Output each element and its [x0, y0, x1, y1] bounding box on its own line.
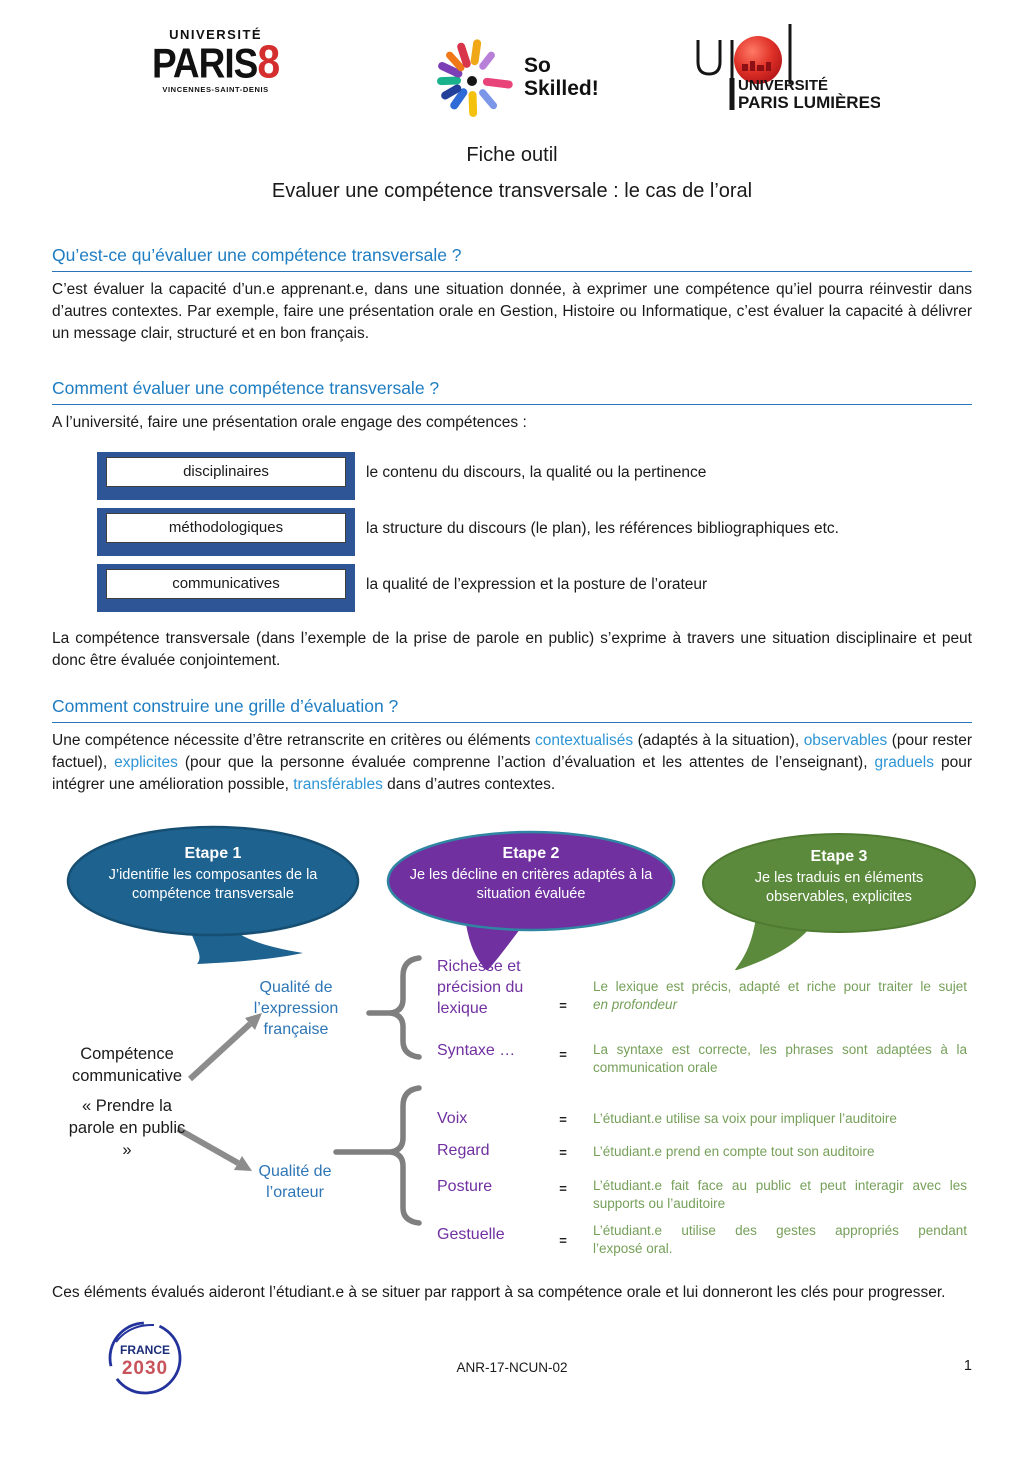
section2-conclusion: La compétence transversale (dans l’exemple de la prise de parole en public) s’exprime à travers une situation disciplinaire et peut donc être évaluée conjointement.: [52, 630, 972, 669]
footer: [0, 1308, 1024, 1416]
svg-text:FRANCE: FRANCE: [120, 1343, 170, 1357]
criterion-gestuelle: Gestuelle: [437, 1226, 505, 1243]
paris8-eight: 8: [257, 36, 280, 88]
equals-sign: =: [559, 1233, 567, 1248]
competence-row-communicatives: [97, 564, 972, 612]
branch-orateur-label: Qualité de l’orateur: [258, 1163, 332, 1201]
equals-sign: =: [559, 998, 567, 1013]
keyword-observables: observables: [803, 732, 888, 749]
equals-sign: =: [559, 1145, 567, 1160]
competence-box: [97, 508, 355, 556]
keyword-graduels: graduels: [874, 754, 934, 771]
equals-sign: =: [559, 1181, 567, 1196]
upl-monogram-icon: [690, 22, 880, 114]
so-skilled-starburst-icon: [428, 34, 520, 122]
evaluation-figure: [0, 822, 1024, 1264]
competence-box-label: disciplinaires: [106, 457, 346, 487]
equals-sign: =: [559, 1047, 567, 1062]
competence-description: le contenu du discours, la qualité ou la pertinence: [366, 464, 707, 481]
section-how-to-evaluate: [52, 378, 972, 672]
criterion-posture: Posture: [437, 1178, 493, 1195]
criterion-regard: Regard: [437, 1142, 490, 1159]
section1-paragraph: C’est évaluer la capacité d’un.e apprenant.e, dans une situation donnée, à exprimer une compétence qu’iel pourra réinvestir dans d’autres contextes. Par exemple, faire une présentation orale en Gestion, Histoire ou Informatique, c’est évaluer la capacité à délivrer un message clair, structuré et en bon français.: [52, 281, 972, 342]
competence-description: la structure du discours (le plan), les références bibliographiques etc.: [366, 520, 839, 537]
descriptor-lexique: Le lexique est précis, adapté et riche pour traiter le sujet en profondeur: [593, 979, 967, 1012]
section2-intro: A l’université, faire une présentation orale engage des compétences :: [52, 414, 527, 431]
competence-row-methodologiques: [97, 508, 972, 556]
etape-2-text: Je les décline en critères adaptés à la situation évaluée: [409, 867, 653, 903]
section3-heading: Comment construire une grille d’évaluation ?: [52, 696, 972, 723]
descriptor-regard: L’étudiant.e prend en compte tout son auditoire: [593, 1144, 875, 1159]
descriptor-syntaxe: La syntaxe est correcte, les phrases sont adaptées à la communication orale: [593, 1042, 967, 1075]
header-logos: [0, 12, 1024, 124]
equals-sign: =: [559, 1112, 567, 1127]
svg-text:2030: 2030: [121, 1358, 169, 1379]
etape-1-title: Etape 1: [184, 845, 242, 862]
universite-paris-lumieres-logo: [690, 22, 880, 119]
svg-text:PARIS LUMIÈRES: PARIS LUMIÈRES: [738, 93, 880, 112]
closing-paragraph: Ces éléments évalués aideront l’étudiant.e à se situer par rapport à sa compétence orale et lui donneront les clés pour progresser.: [52, 1284, 946, 1301]
section2-heading: Comment évaluer une compétence transversale ?: [52, 378, 972, 405]
section-build-grid: [52, 696, 972, 796]
competence-description: la qualité de l’expression et la posture de l’orateur: [366, 576, 708, 593]
competence-boxes: [97, 452, 972, 612]
descriptor-gestuelle: L’étudiant.e utilise des gestes appropriés pendant l’exposé oral.: [593, 1223, 967, 1256]
footer-reference-code: ANR-17-NCUN-02: [456, 1360, 568, 1375]
france-2030-icon: [102, 1312, 188, 1406]
criterion-lexique: Richesse et précision du lexique: [437, 958, 524, 1017]
branch-expression-label: Qualité de l’expression française: [253, 979, 339, 1038]
paris8-universite-text: UNIVERSITÉ: [169, 27, 263, 42]
etape-3-text: Je les traduis en éléments observables, explicites: [754, 870, 924, 906]
root-quote-label: « Prendre la parole en public »: [68, 1097, 186, 1159]
page-number: 1: [963, 1358, 972, 1374]
competence-box-label: communicatives: [106, 569, 346, 599]
descriptor-posture: L’étudiant.e fait face au public et peut interagir avec les supports ou l’auditoire: [593, 1178, 967, 1211]
brace-orateur: [391, 1088, 419, 1223]
title-line2: Evaluer une compétence transversale : le cas de l’oral: [271, 180, 753, 202]
criterion-voix: Voix: [437, 1110, 468, 1127]
universite-paris8-logo: [152, 28, 279, 94]
descriptor-voix: L’étudiant.e utilise sa voix pour impliquer l’auditoire: [593, 1111, 897, 1126]
competence-box: [97, 452, 355, 500]
etape-2-title: Etape 2: [502, 845, 560, 862]
title-line1: Fiche outil: [466, 144, 558, 166]
so-skilled-wordmark: So Skilled!: [524, 54, 599, 100]
brace-expression: [391, 958, 419, 1057]
paris8-wordmark: PARIS8: [152, 36, 280, 88]
so-skilled-logo: [428, 34, 599, 122]
keyword-contextualises: contextualisés: [534, 732, 634, 749]
competence-row-disciplinaires: [97, 452, 972, 500]
root-competence-label: Compétence communicative: [71, 1045, 183, 1085]
etape-3-title: Etape 3: [810, 848, 868, 865]
section3-intro: Une compétence nécessite d’être retranscrite en critères ou éléments contextualisés (adaptés à la situation), observables (pour rester factuel), explicites (pour que la personne évaluée comprenne l’action d’évaluation et les attentes de l’enseignant), graduels pour intégrer une amélioration possible, transférables dans d’autres contextes.: [52, 732, 972, 793]
keyword-explicites: explicites: [114, 754, 178, 771]
keyword-transferables: transférables: [293, 776, 383, 793]
svg-text:UNIVERSITÉ: UNIVERSITÉ: [738, 77, 829, 94]
section-what-is-evaluating: [52, 245, 972, 345]
criterion-syntaxe: Syntaxe …: [437, 1042, 516, 1059]
paris8-vincennes-text: VINCENNES-SAINT-DENIS: [162, 85, 269, 94]
competence-box-label: méthodologiques: [106, 513, 346, 543]
document-title: [0, 144, 1024, 203]
competence-box: [97, 564, 355, 612]
section1-heading: Qu’est-ce qu’évaluer une compétence transversale ?: [52, 245, 972, 272]
etape-1-text: J’identifie les composantes de la compétence transversale: [108, 867, 318, 903]
